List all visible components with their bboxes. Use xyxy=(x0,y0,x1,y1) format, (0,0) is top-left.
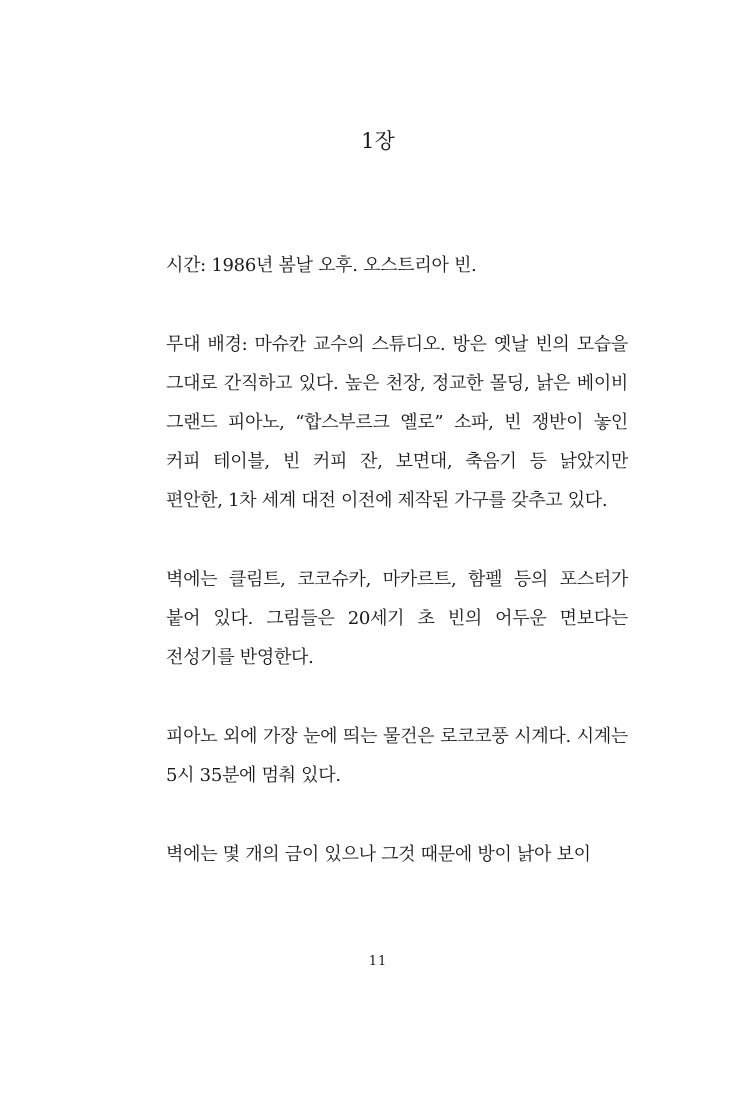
paragraph-clock: 피아노 외에 가장 눈에 띄는 물건은 로코코풍 시계다. 시계는 5시 35분에 멈춰 있다. xyxy=(166,726,628,786)
paragraph-time: 시간: 1986년 봄날 오후. 오스트리아 빈. xyxy=(166,255,477,276)
body-text xyxy=(166,246,628,914)
paragraph-posters: 벽에는 클림트, 코코슈카, 마카르트, 함펠 등의 포스터가 붙어 있다. 그림들은 20세기 초 빈의 어두운 면보다는 전성기를 반영한다. xyxy=(166,569,628,668)
chapter-title: 1장 xyxy=(361,129,395,153)
page-number: 11 xyxy=(368,954,388,969)
paragraph-walls: 벽에는 몇 개의 금이 있으나 그것 때문에 방이 낡아 보이 xyxy=(166,844,591,865)
paragraph-stage-setting: 무대 배경: 마슈칸 교수의 스튜디오. 방은 옛날 빈의 모습을 그대로 간직하고 있다. 높은 천장, 정교한 몰딩, 낡은 베이비 그랜드 피아노, “합스부르크 옐로” 소파, 빈 쟁반이 놓인 커피 테이블, 빈 커피 잔, 보면대, 축음기 등 낡았지만 편안한, 1차 세계 대전 이전에 제작된 가구를 갖추고 있다. xyxy=(166,334,628,511)
